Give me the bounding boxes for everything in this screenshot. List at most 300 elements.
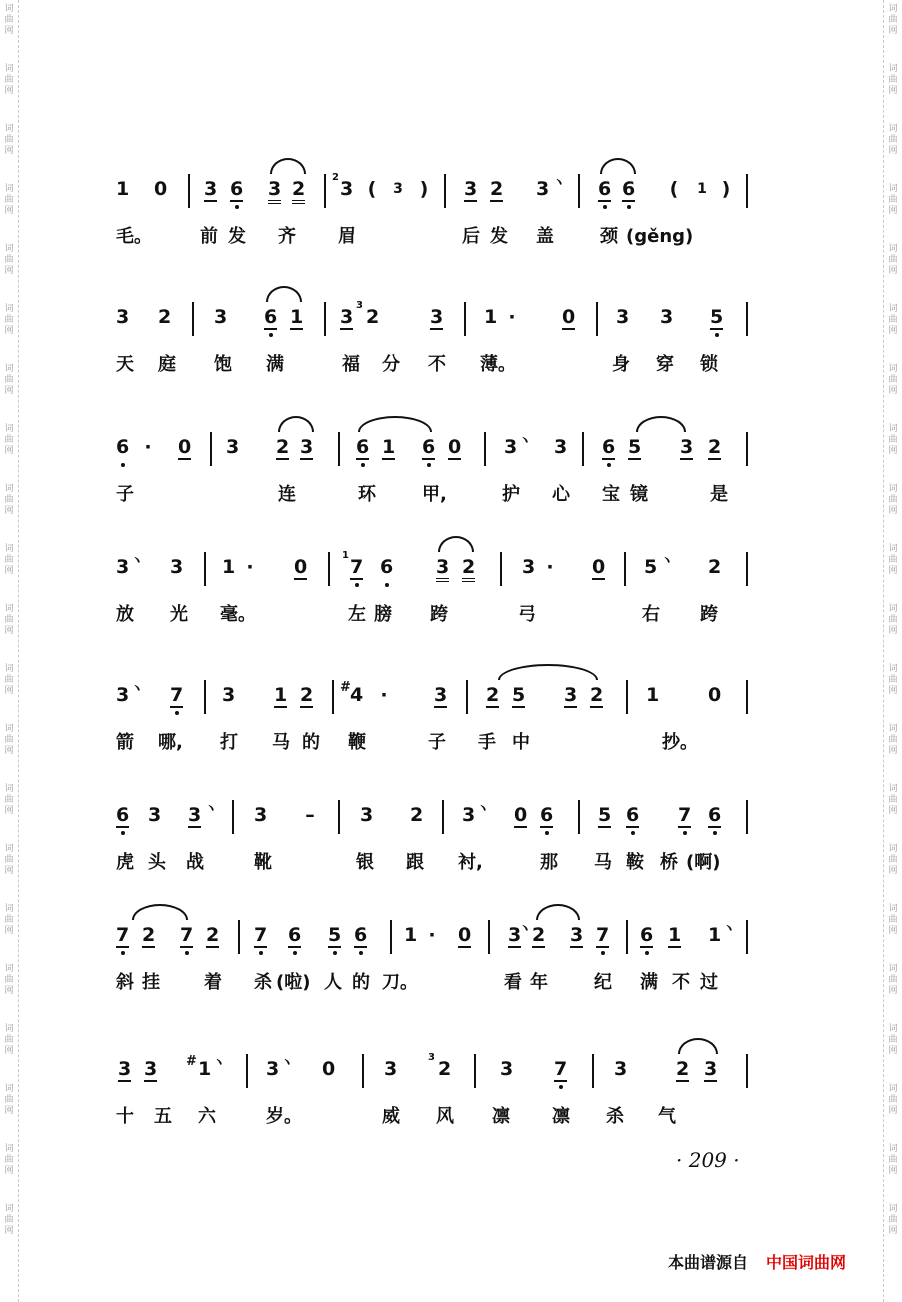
lyric: 箭 xyxy=(116,732,134,753)
lyric: 毛。 xyxy=(116,226,152,247)
breath-mark: ヽ xyxy=(212,1055,226,1071)
bar-line xyxy=(338,432,340,466)
lyric: 银 xyxy=(356,852,374,873)
note: 2 xyxy=(486,684,500,706)
lyric: 岁。 xyxy=(266,1106,302,1127)
watermark-text: 词 曲 网 xyxy=(4,964,14,996)
note: 3 xyxy=(214,306,228,328)
lyric: 分 xyxy=(382,354,400,375)
bar-line xyxy=(626,680,628,714)
paren: ) xyxy=(419,178,429,200)
note: · xyxy=(144,436,152,458)
note: · xyxy=(380,684,388,706)
note: · xyxy=(428,924,436,946)
bar-line xyxy=(210,432,212,466)
notation-line xyxy=(112,550,752,590)
breath-mark: ヽ xyxy=(722,921,736,937)
score-system-3 xyxy=(112,430,752,514)
note: 6 xyxy=(116,436,130,458)
note: 3 xyxy=(436,556,449,582)
note: 1 xyxy=(382,436,396,458)
watermark-text: 词 曲 网 xyxy=(888,1084,898,1116)
paren: ) xyxy=(721,178,731,200)
bar-line xyxy=(442,800,444,834)
lyric: 薄。 xyxy=(480,354,516,375)
lyric: 马 xyxy=(594,852,612,873)
note: 6 xyxy=(602,436,616,458)
note: 1 xyxy=(708,924,722,946)
note: 3 xyxy=(508,924,522,946)
note: 2 xyxy=(158,306,172,328)
notation-line xyxy=(112,172,752,212)
lyric: 放 xyxy=(116,604,134,625)
note: 6 xyxy=(598,178,612,200)
lyric: 虎 xyxy=(116,852,134,873)
note: 3 xyxy=(116,556,130,578)
bar-line xyxy=(232,800,234,834)
lyric: 齐 xyxy=(278,226,296,247)
lyric: 人 xyxy=(324,972,342,993)
lyric: 衬, xyxy=(458,852,483,873)
note: 1 xyxy=(290,306,304,328)
lyric: 膀 xyxy=(374,604,392,625)
lyric: 镜 xyxy=(630,484,648,505)
lyric: 跨 xyxy=(430,604,448,625)
watermark-text: 词 曲 网 xyxy=(888,364,898,396)
note: 2 xyxy=(206,924,220,946)
bar-line xyxy=(746,1054,748,1088)
notation-line xyxy=(112,678,752,718)
bar-line xyxy=(328,552,330,586)
bar-line xyxy=(238,920,240,954)
note: 3 xyxy=(554,436,568,458)
note: 2 xyxy=(142,924,156,946)
lyric: 前 xyxy=(200,226,218,247)
note: 6 xyxy=(626,804,640,826)
watermark-text: 词 曲 网 xyxy=(888,964,898,996)
slur xyxy=(536,904,580,920)
note: 3 xyxy=(118,1058,132,1080)
score-system-4 xyxy=(112,550,752,634)
bar-line xyxy=(324,174,326,208)
note: 1 xyxy=(222,556,236,578)
slur xyxy=(278,416,314,432)
bar-line xyxy=(246,1054,248,1088)
notation-line xyxy=(112,798,752,838)
slur xyxy=(438,536,474,552)
lyric: 子 xyxy=(116,484,134,505)
bar-line xyxy=(204,552,206,586)
note: 5 xyxy=(628,436,642,458)
bar-line xyxy=(746,302,748,336)
watermark-text: 词 曲 网 xyxy=(888,64,898,96)
lyrics-line xyxy=(112,604,752,634)
note: 0 xyxy=(294,556,308,578)
lyric: 哪, xyxy=(158,732,183,753)
bar-line xyxy=(624,552,626,586)
watermark-text: 词 曲 网 xyxy=(888,484,898,516)
grace-note: 1 xyxy=(342,550,349,561)
note: 3 xyxy=(222,684,236,706)
note: 3 xyxy=(340,306,354,328)
bar-line xyxy=(578,800,580,834)
watermark-text: 词 曲 网 xyxy=(888,244,898,276)
lyric: 斜 xyxy=(116,972,134,993)
breath-mark: ヽ xyxy=(476,801,490,817)
lyrics-line xyxy=(112,972,752,1002)
watermark-text: 词 曲 网 xyxy=(4,424,14,456)
lyric: 光 xyxy=(170,604,188,625)
lyric: (gěng) xyxy=(626,226,694,247)
note: 6 xyxy=(422,436,436,458)
note: 0 xyxy=(154,178,168,200)
lyric: 满 xyxy=(266,354,284,375)
notation-line xyxy=(112,300,752,340)
notation-line xyxy=(112,430,752,470)
note: 6 xyxy=(640,924,654,946)
bar-line xyxy=(596,302,598,336)
lyric: 心 xyxy=(552,484,570,505)
note: 6 xyxy=(264,306,278,328)
note: 3 xyxy=(144,1058,158,1080)
left-watermark-strip xyxy=(0,0,19,1302)
note: 7 xyxy=(678,804,692,826)
lyric: 杀 xyxy=(606,1106,624,1127)
note: 3 xyxy=(340,178,354,200)
note: 0 xyxy=(514,804,528,826)
watermark-text: 词 曲 网 xyxy=(888,304,898,336)
bar-line xyxy=(746,680,748,714)
note: 2 xyxy=(366,306,380,328)
bar-line xyxy=(746,552,748,586)
page-number: · 209 · xyxy=(676,1148,740,1172)
note: 3 xyxy=(536,178,550,200)
lyric: 盖 xyxy=(536,226,554,247)
note: 3 xyxy=(680,436,694,458)
watermark-text: 词 曲 网 xyxy=(888,784,898,816)
note: 3 xyxy=(570,924,584,946)
grace-note: 3 xyxy=(428,1052,435,1063)
note: 6 xyxy=(356,436,370,458)
watermark-text: 词 曲 网 xyxy=(4,364,14,396)
watermark-text: 词 曲 网 xyxy=(4,244,14,276)
note: 3 xyxy=(384,1058,398,1080)
watermark-text: 词 曲 网 xyxy=(888,184,898,216)
note: 3 xyxy=(360,804,374,826)
lyrics-line xyxy=(112,226,752,256)
lyrics-line xyxy=(112,732,752,762)
lyric: 抄。 xyxy=(662,732,698,753)
watermark-text: 词 曲 网 xyxy=(888,844,898,876)
note: 3 xyxy=(300,436,314,458)
source-credit xyxy=(668,1250,846,1273)
note: 0 xyxy=(592,556,606,578)
lyric: 饱 xyxy=(214,354,232,375)
watermark-text: 词 曲 网 xyxy=(4,544,14,576)
bar-line xyxy=(484,432,486,466)
lyric: 威 xyxy=(382,1106,400,1127)
lyric: 跨 xyxy=(700,604,718,625)
notation-line xyxy=(112,1052,752,1092)
slur xyxy=(266,286,302,302)
note: 7 xyxy=(350,556,364,578)
note: 0 xyxy=(448,436,462,458)
note: 3 xyxy=(522,556,536,578)
sharp-sign: # xyxy=(186,1054,197,1069)
lyric: 头 xyxy=(148,852,166,873)
note: · xyxy=(546,556,554,578)
note: 3 xyxy=(170,556,184,578)
watermark-text: 词 曲 网 xyxy=(888,4,898,36)
lyric: 杀 xyxy=(254,972,272,993)
lyric: 年 xyxy=(530,972,548,993)
watermark-text: 词 曲 网 xyxy=(888,544,898,576)
watermark-text: 词 曲 网 xyxy=(4,844,14,876)
watermark-text: 词 曲 网 xyxy=(4,124,14,156)
lyric: 左 xyxy=(348,604,366,625)
note: 1 xyxy=(668,924,682,946)
watermark-text: 词 曲 网 xyxy=(4,484,14,516)
lyric: 满 xyxy=(640,972,658,993)
lyric: 凛 xyxy=(492,1106,510,1127)
watermark-text: 词 曲 网 xyxy=(888,1024,898,1056)
lyric: 风 xyxy=(436,1106,454,1127)
note: 0 xyxy=(178,436,192,458)
bar-line xyxy=(746,174,748,208)
note: 4 xyxy=(350,684,364,706)
bar-line xyxy=(390,920,392,954)
note: 7 xyxy=(554,1058,568,1080)
note: 6 xyxy=(540,804,554,826)
watermark-text: 词 曲 网 xyxy=(4,4,14,36)
bar-line xyxy=(746,800,748,834)
note: 7 xyxy=(170,684,184,706)
note: 0 xyxy=(458,924,472,946)
lyric: 十 xyxy=(116,1106,134,1127)
note: 5 xyxy=(598,804,612,826)
bar-line xyxy=(746,920,748,954)
lyric: 庭 xyxy=(158,354,176,375)
slur xyxy=(132,904,188,920)
site-name-link[interactable]: 中国词曲网 xyxy=(766,1253,847,1272)
slur xyxy=(636,416,686,432)
slur xyxy=(600,158,636,174)
score-system-6 xyxy=(112,798,752,882)
paren: ( xyxy=(669,178,679,200)
lyric: 弓 xyxy=(518,604,536,625)
note: 6 xyxy=(622,178,636,200)
score-system-7 xyxy=(112,918,752,1002)
note: 3 xyxy=(116,306,130,328)
note: 2 xyxy=(590,684,604,706)
lyric: 战 xyxy=(186,852,204,873)
breath-mark: ヽ xyxy=(518,921,532,937)
lyric: 五 xyxy=(154,1106,172,1127)
watermark-text: 词 曲 网 xyxy=(4,1084,14,1116)
lyrics-line xyxy=(112,484,752,514)
lyric: 着 xyxy=(204,972,222,993)
lyric: 的 xyxy=(352,972,370,993)
score-system-2 xyxy=(112,300,752,384)
lyric: 右 xyxy=(642,604,660,625)
watermark-text: 词 曲 网 xyxy=(888,904,898,936)
bar-line xyxy=(578,174,580,208)
note: 3 xyxy=(464,178,478,200)
note: 6 xyxy=(354,924,368,946)
note: 5 xyxy=(328,924,342,946)
note: 1 xyxy=(646,684,660,706)
bar-line xyxy=(204,680,206,714)
note: 2 xyxy=(708,556,722,578)
note: 7 xyxy=(596,924,610,946)
right-watermark-strip xyxy=(883,0,902,1302)
bar-line xyxy=(192,302,194,336)
lyric: 锁 xyxy=(700,354,718,375)
lyric: 气 xyxy=(658,1106,676,1127)
lyric: 刀。 xyxy=(382,972,418,993)
note: 1 xyxy=(404,924,418,946)
bar-line xyxy=(500,552,502,586)
bar-line xyxy=(338,800,340,834)
lyric: 是 xyxy=(710,484,728,505)
lyric: 桥 xyxy=(660,852,678,873)
lyric: 身 xyxy=(612,354,630,375)
lyric: (啊) xyxy=(686,852,721,873)
watermark-text: 词 曲 网 xyxy=(4,184,14,216)
slur xyxy=(358,416,432,432)
watermark-text: 词 曲 网 xyxy=(4,1024,14,1056)
watermark-text: 词 曲 网 xyxy=(888,604,898,636)
bar-line xyxy=(466,680,468,714)
lyric: 眉 xyxy=(338,226,356,247)
note: 2 xyxy=(292,178,305,204)
bar-line xyxy=(488,920,490,954)
note: 3 xyxy=(434,684,448,706)
lyric: 鞍 xyxy=(626,852,644,873)
note: 2 xyxy=(410,804,424,826)
breath-mark: ヽ xyxy=(552,175,566,191)
lyric: 护 xyxy=(502,484,520,505)
lyric: (啦) xyxy=(276,972,311,993)
watermark-text: 词 曲 网 xyxy=(4,1204,14,1236)
note: 1 xyxy=(484,306,498,328)
lyric: 的 xyxy=(302,732,320,753)
grace-note: 2 xyxy=(332,172,339,183)
note: 3 xyxy=(500,1058,514,1080)
bar-line xyxy=(332,680,334,714)
lyric: 六 xyxy=(198,1106,216,1127)
note: 3 xyxy=(254,804,268,826)
watermark-text: 词 曲 网 xyxy=(4,64,14,96)
lyric: 鞭 xyxy=(348,732,366,753)
lyric: 跟 xyxy=(406,852,424,873)
note: 3 xyxy=(188,804,202,826)
note: 0 xyxy=(562,306,576,328)
lyric: 毫。 xyxy=(220,604,256,625)
note: 2 xyxy=(276,436,290,458)
score-system-1 xyxy=(112,172,752,256)
bar-line xyxy=(582,432,584,466)
note: 6 xyxy=(288,924,302,946)
lyric: 靴 xyxy=(254,852,272,873)
watermark-text: 词 曲 网 xyxy=(888,1204,898,1236)
bar-line xyxy=(324,302,326,336)
lyric: 颈 xyxy=(600,226,618,247)
note: 2 xyxy=(300,684,314,706)
lyric: 福 xyxy=(342,354,360,375)
lyric: 凛 xyxy=(552,1106,570,1127)
lyric: 穿 xyxy=(656,354,674,375)
note: 7 xyxy=(180,924,194,946)
dash: – xyxy=(305,804,315,826)
watermark-text: 词 曲 网 xyxy=(4,904,14,936)
grace-note: 3 xyxy=(356,300,363,311)
lyrics-line xyxy=(112,354,752,384)
breath-mark: ヽ xyxy=(130,553,144,569)
watermark-text: 词 曲 网 xyxy=(888,664,898,696)
slur xyxy=(270,158,306,174)
lyric: 连 xyxy=(278,484,296,505)
lyric: 打 xyxy=(220,732,238,753)
note: 5 xyxy=(710,306,724,328)
note: 7 xyxy=(254,924,268,946)
source-label: 本曲谱源自 xyxy=(668,1253,749,1272)
note: 1 xyxy=(116,178,130,200)
breath-mark: ヽ xyxy=(660,553,674,569)
bar-line xyxy=(592,1054,594,1088)
note: 3 xyxy=(393,181,403,197)
bar-line xyxy=(746,432,748,466)
watermark-text: 词 曲 网 xyxy=(4,724,14,756)
lyrics-line xyxy=(112,1106,752,1136)
note: 3 xyxy=(148,804,162,826)
bar-line xyxy=(464,302,466,336)
watermark-text: 词 曲 网 xyxy=(888,724,898,756)
lyric: 宝 xyxy=(602,484,620,505)
lyric: 发 xyxy=(490,226,508,247)
note: 3 xyxy=(226,436,240,458)
note: 6 xyxy=(116,804,130,826)
note: 3 xyxy=(462,804,476,826)
notation-line xyxy=(112,918,752,958)
paren: ( xyxy=(367,178,377,200)
bar-line xyxy=(474,1054,476,1088)
breath-mark: ヽ xyxy=(204,801,218,817)
note: 3 xyxy=(266,1058,280,1080)
sharp-sign: # xyxy=(340,680,351,695)
lyric: 发 xyxy=(228,226,246,247)
watermark-text: 词 曲 网 xyxy=(4,664,14,696)
lyric: 手 xyxy=(478,732,496,753)
note: 3 xyxy=(504,436,518,458)
watermark-text: 词 曲 网 xyxy=(888,124,898,156)
note: 1 xyxy=(697,181,707,197)
watermark-text: 词 曲 网 xyxy=(4,1144,14,1176)
lyric: 甲, xyxy=(422,484,447,505)
lyric: 子 xyxy=(428,732,446,753)
note: 3 xyxy=(116,684,130,706)
note: 5 xyxy=(644,556,658,578)
lyric: 中 xyxy=(512,732,530,753)
breath-mark: ヽ xyxy=(130,681,144,697)
lyrics-line xyxy=(112,852,752,882)
lyric: 天 xyxy=(116,354,134,375)
note: 6 xyxy=(230,178,244,200)
note: 7 xyxy=(116,924,130,946)
note: 3 xyxy=(268,178,281,204)
breath-mark: ヽ xyxy=(518,433,532,449)
note: 2 xyxy=(438,1058,452,1080)
